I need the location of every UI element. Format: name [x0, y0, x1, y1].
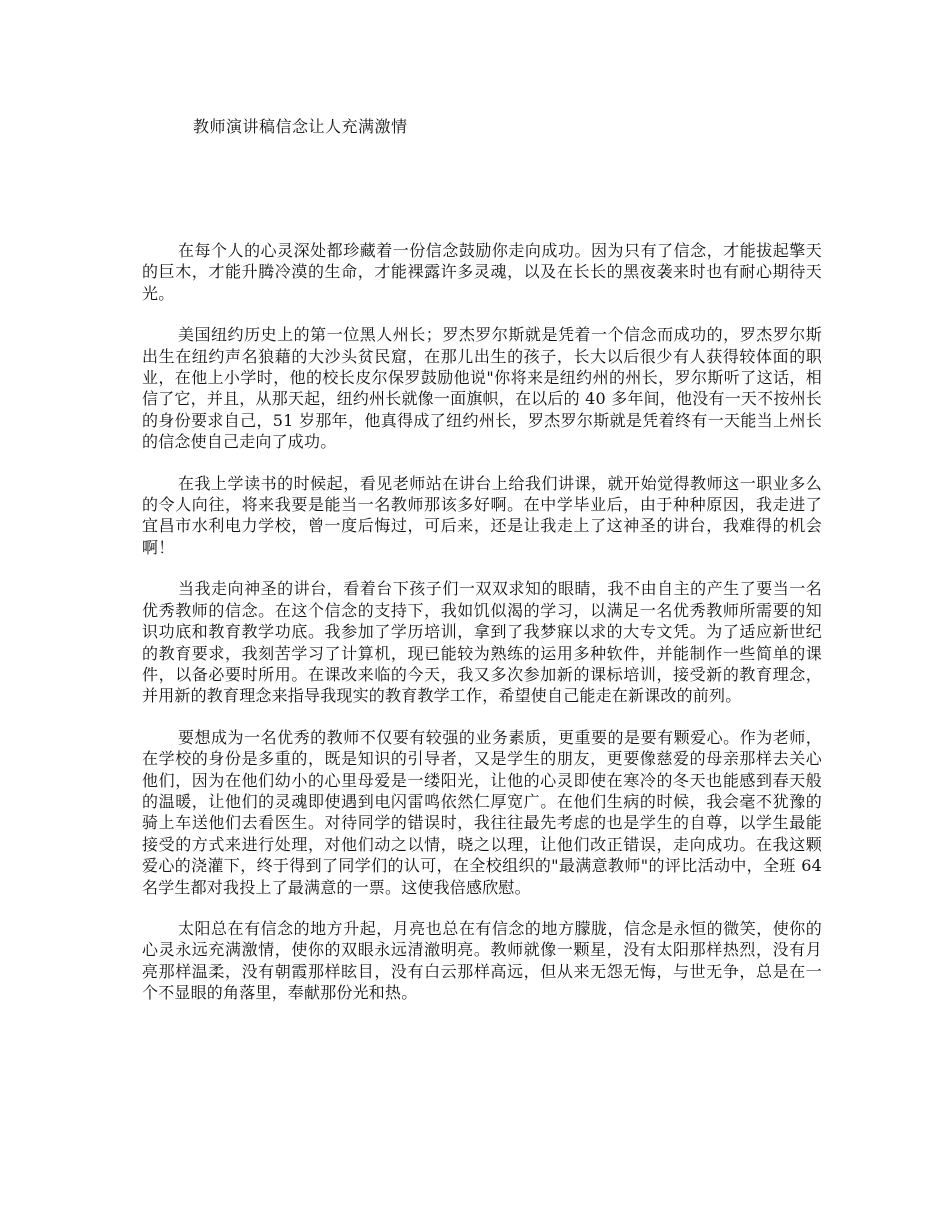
- document-body: [142, 240, 822, 1024]
- paragraph-6: 太阳总在有信念的地方升起，月亮也总在有信念的地方朦胧，信念是永恒的微笑，使你的心灵永远充满激情，使你的双眼永远清澈明亮。教师就像一颗星，没有太阳那样热烈，没有月亮那样温柔，没有朝霞那样眩目，没有白云那样高远，但从来无怨无悔，与世无争，总是在一个不显眼的角落里，奉献那份光和热。: [142, 918, 822, 1003]
- document-title: 教师演讲稿信念让人充满激情: [193, 117, 408, 136]
- paragraph-4: 当我走向神圣的讲台，看着台下孩子们一双双求知的眼睛，我不由自主的产生了要当一名优秀教师的信念。在这个信念的支持下，我如饥似渴的学习，以满足一名优秀教师所需要的知识功底和教育教学功底。我参加了学历培训，拿到了我梦寐以求的大专文凭。为了适应新世纪的教育要求，我刻苦学习了计算机，现已能较为熟练的运用多种软件，并能制作一些简单的课件，以备必要时所用。在课改来临的今天，我又多次参加新的课标培训，接受新的教育理念，并用新的教育理念来指导我现实的教育教学工作，希望使自己能走在新课改的前列。: [142, 579, 822, 706]
- paragraph-2: 美国纽约历史上的第一位黑人州长；罗杰罗尔斯就是凭着一个信念而成功的，罗杰罗尔斯出生在纽约声名狼藉的大沙头贫民窟，在那儿出生的孩子，长大以后很少有人获得较体面的职业，在他上小学时，他的校长皮尔保罗鼓励他说"你将来是纽约州的州长，罗尔斯听了这话，相信了它，并且，从那天起，纽约州长就像一面旗帜，在以后的 40 多年间，他没有一天不按州长的身份要求自己，51 岁那年，他真得成了纽约州长，罗杰罗尔斯就是凭着终有一天能当上州长的信念使自己走向了成功。: [142, 325, 822, 452]
- paragraph-1: 在每个人的心灵深处都珍藏着一份信念鼓励你走向成功。因为只有了信念，才能拔起擎天的巨木，才能升腾冷漠的生命，才能裸露许多灵魂，以及在长长的黑夜袭来时也有耐心期待天光。: [142, 241, 822, 303]
- paragraph-5: 要想成为一名优秀的教师不仅要有较强的业务素质，更重要的是要有颗爱心。作为老师，在学校的身份是多重的，既是知识的引导者，又是学生的朋友，更要像慈爱的母亲那样去关心他们，因为在他们幼小的心里母爱是一缕阳光，让他的心灵即使在寒冷的冬天也能感到春天般的温暖，让他们的灵魂即使遇到电闪雷鸣依然仁厚宽广。在他们生病的时候，我会毫不犹豫的骑上车送他们去看医生。对待同学的错误时，我往往最先考虑的也是学生的自尊，以学生最能接受的方式来进行处理，对他们动之以情，晓之以理，让他们改正错误，走向成功。在我这颗爱心的浇灌下，终于得到了同学们的认可，在全校组织的"最满意教师"的评比活动中，全班 64 名学生都对我投上了最满意的一票。这使我倍感欣慰。: [142, 727, 822, 897]
- paragraph-3: 在我上学读书的时候起，看见老师站在讲台上给我们讲课，就开始觉得教师这一职业多么的令人向往，将来我要是能当一名教师那该多好啊。在中学毕业后，由于种种原因，我走进了宜昌市水利电力学校，曾一度后悔过，可后来，还是让我走上了这神圣的讲台，我难得的机会啊！: [142, 473, 822, 557]
